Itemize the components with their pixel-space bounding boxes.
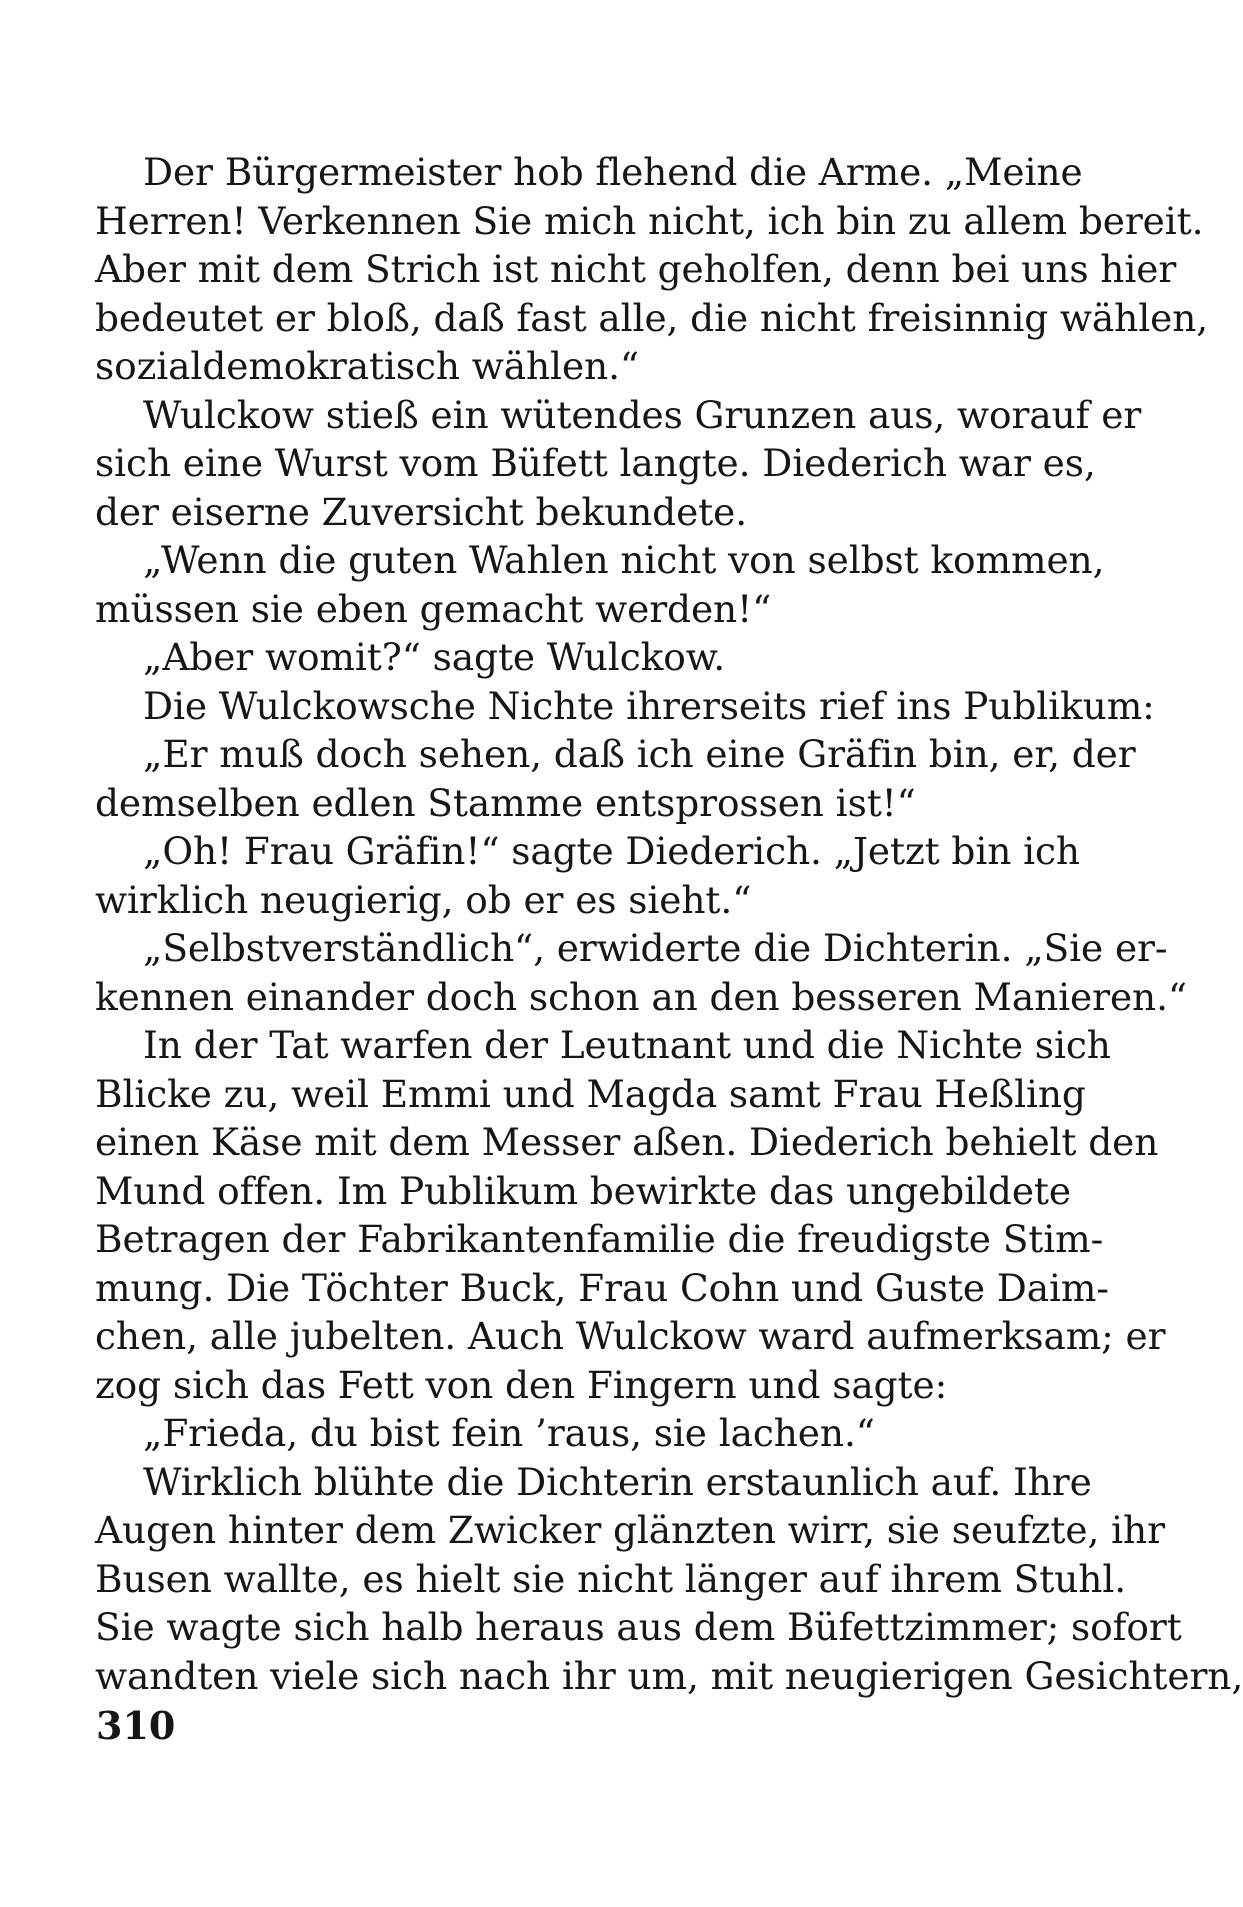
text-line: Aber mit dem Strich ist nicht geholfen, denn bei uns hier — [95, 247, 1177, 291]
text-line: „Oh! Frau Gräfin!“ sagte Diederich. „Jetzt bin ich — [143, 829, 1080, 873]
text-line: wandten viele sich nach ihr um, mit neugierigen Gesichtern, — [95, 1653, 1243, 1698]
text-line: Mund offen. Im Publikum bewirkte das ungebildete — [95, 1168, 1071, 1213]
text-line: der eiserne Zuversicht bekundete. — [95, 489, 748, 534]
text-line: demselben edlen Stamme entsprossen ist!“ — [95, 780, 916, 825]
text-line: einen Käse mit dem Messer aßen. Diederich behielt den — [95, 1120, 1159, 1164]
text-line: Augen hinter dem Zwicker glänzten wirr, sie seufzte, ihr — [95, 1508, 1165, 1552]
text-line: wirklich neugierig, ob er es sieht.“ — [95, 877, 752, 922]
text-line: Betragen der Fabrikantenfamilie die freudigste Stim- — [95, 1217, 1104, 1261]
text-line: mung. Die Töchter Buck, Frau Cohn und Guste Daim- — [95, 1265, 1109, 1310]
text-line: sozialdemokratisch wählen.“ — [95, 344, 639, 388]
text-line: kennen einander doch schon an den besseren Manieren.“ — [95, 974, 1187, 1019]
text-line: Herren! Verkennen Sie mich nicht, ich bin zu allem bereit. — [95, 198, 1204, 243]
text-line: Der Bürgermeister hob flehend die Arme. „Meine — [143, 150, 1083, 194]
text-line: Wirklich blühte die Dichterin erstaunlich auf. Ihre — [143, 1459, 1092, 1504]
text-line: „Selbstverständlich“, erwiderte die Dichterin. „Sie er- — [143, 926, 1168, 970]
text-line: Die Wulckowsche Nichte ihrerseits rief ins Publikum: — [143, 683, 1155, 728]
text-line: Wulckow stieß ein wütendes Grunzen aus, worauf er — [143, 392, 1142, 437]
body-text — [95, 148, 1243, 1700]
text-line: sich eine Wurst vom Büfett langte. Diederich war es, — [95, 441, 1096, 485]
text-line: „Wenn die guten Wahlen nicht von selbst kommen, — [143, 538, 1105, 582]
text-line: „Aber womit?“ sagte Wulckow. — [143, 635, 726, 679]
text-line: bedeutet er bloß, daß fast alle, die nicht freisinnig wählen, — [95, 295, 1209, 340]
text-line: Sie wagte sich halb heraus aus dem Büfettzimmer; sofort — [95, 1605, 1182, 1649]
page-number: 310 — [96, 1703, 176, 1748]
text-line: zog sich das Fett von den Fingern und sagte: — [95, 1362, 948, 1407]
text-line: chen, alle jubelten. Auch Wulckow ward aufmerksam; er — [95, 1314, 1166, 1358]
text-line: Blicke zu, weil Emmi und Magda samt Frau Heßling — [95, 1071, 1086, 1116]
text-line: In der Tat warfen der Leutnant und die Nichte sich — [143, 1023, 1111, 1067]
text-line: müssen sie eben gemacht werden!“ — [95, 586, 772, 631]
text-line: „Er muß doch sehen, daß ich eine Gräfin bin, er, der — [143, 732, 1136, 776]
text-line: Busen wallte, es hielt sie nicht länger auf ihrem Stuhl. — [95, 1556, 1127, 1601]
text-line: „Frieda, du bist fein ’raus, sie lachen.“ — [143, 1411, 875, 1455]
